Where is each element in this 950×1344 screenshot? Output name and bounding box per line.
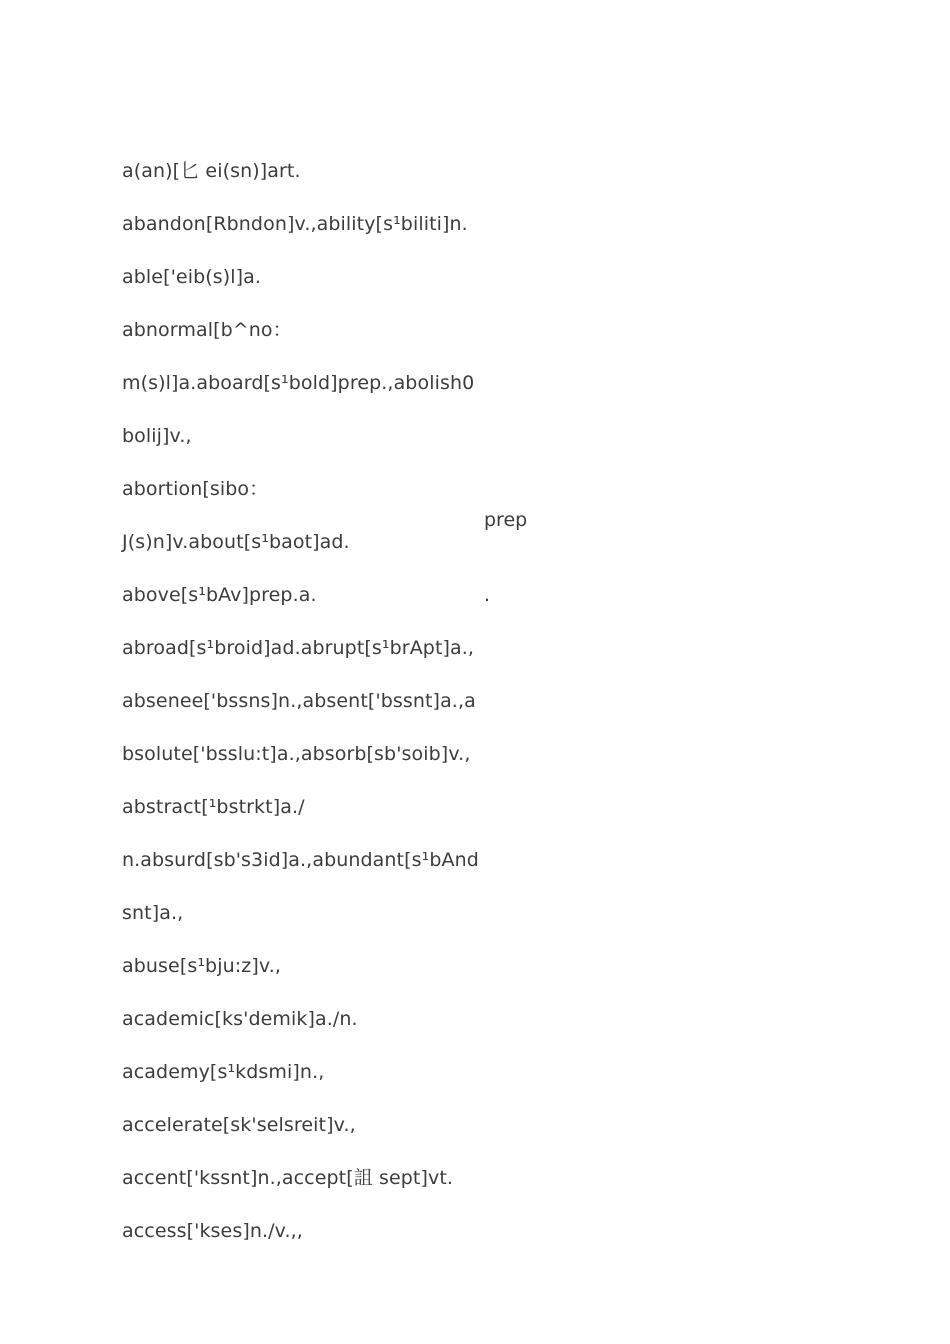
vocab-line: abandon[Rbndon]v.,ability[s¹biliti]n. <box>122 213 468 235</box>
vocabulary-list <box>122 158 479 1271</box>
vocab-line: academy[s¹kdsmi]n., <box>122 1061 325 1083</box>
vocab-line: bolij]v., <box>122 425 192 447</box>
vocab-line: abroad[s¹broid]ad.abrupt[s¹brApt]a., <box>122 637 475 659</box>
vocab-line: a(an)[匕 ei(sn)]art. <box>122 160 301 182</box>
vocab-line: snt]a., <box>122 902 184 924</box>
vocab-line: accelerate[sk'selsreit]v., <box>122 1114 356 1136</box>
vocab-line: bsolute['bsslu:t]a.,absorb[sb'soib]v., <box>122 743 471 765</box>
vocab-line: abnormal[b^no： <box>122 319 292 341</box>
vocab-line: J(s)n]v.about[s¹baot]ad. <box>122 531 350 553</box>
vocab-line: abuse[s¹bju:z]v., <box>122 955 281 977</box>
vocab-line: accent['kssnt]n.,accept[詛 sept]vt. <box>122 1167 454 1189</box>
vocab-line: abstract[¹bstrkt]a./ <box>122 796 305 818</box>
margin-note <box>484 458 527 658</box>
vocab-line: able['eib(s)l]a. <box>122 266 262 288</box>
vocab-line: academic[ks'demik]a./n. <box>122 1008 358 1030</box>
margin-note-line: prep <box>484 509 528 531</box>
vocab-line: above[s¹bAv]prep.a. <box>122 584 317 606</box>
margin-note-line: . <box>484 584 491 606</box>
vocab-line: access['kses]n./v.,, <box>122 1220 303 1242</box>
vocab-line: absenee['bssns]n.,absent['bssnt]a.,a <box>122 690 476 712</box>
vocab-line: m(s)l]a.aboard[s¹bold]prep.,abolish0 <box>122 372 475 394</box>
vocab-line: abortion[sibo： <box>122 478 269 500</box>
vocab-line: n.absurd[sb's3id]a.,abundant[s¹bAnd <box>122 849 479 871</box>
